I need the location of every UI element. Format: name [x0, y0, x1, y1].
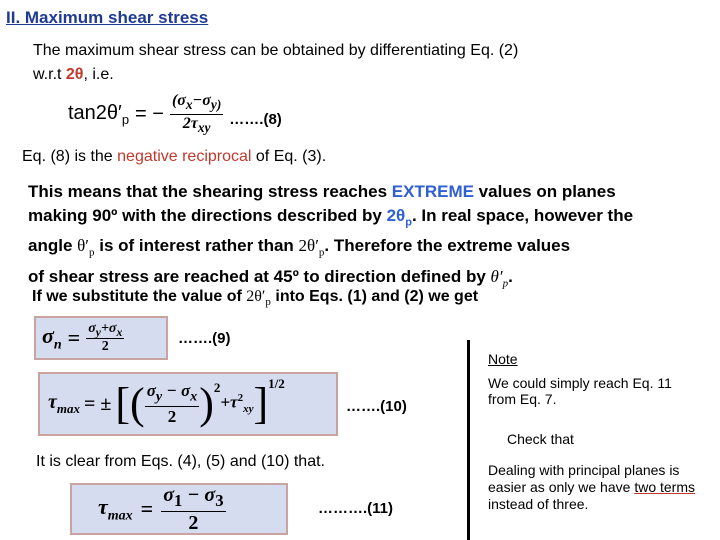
substitute-line: If we substitute the value of $2\theta'_p$ into Eqs. (1) and (2) we get: [32, 288, 479, 309]
paragraph-line-4: of shear stress are reached at 45º to direction defined by $\theta'_p$.: [28, 266, 513, 290]
vertical-divider: [467, 340, 470, 540]
intro-line-2-suffix: , i.e.: [83, 66, 114, 83]
negative-reciprocal-term: negative reciprocal: [117, 148, 252, 165]
eq11-lhs: $\tau_{max}$: [98, 493, 133, 524]
eq11-tag: ……….(11): [318, 500, 394, 517]
equation-11-box: $\tau_{max}$ = $\frac{\sigma_1 - \sigma_3}{2}$: [70, 483, 288, 535]
eq11-fraction: $\frac{\sigma_1 - \sigma_3}{2}$: [163, 483, 224, 534]
two-theta-p: $2\theta_p$: [386, 206, 412, 229]
eq10-tag: …….(10): [346, 398, 407, 415]
extreme-paragraph: [28, 180, 670, 295]
eq10-lhs: $\tau_{max}$: [48, 391, 81, 416]
eq10-right-bracket: ]: [253, 379, 269, 428]
eq8-numerator: ($\sigma_x-\sigma_{y)}$: [171, 92, 222, 113]
equation-8: [68, 92, 282, 136]
paragraph-line-3: angle $\theta'_p$ is of interest rather than $2\theta'_p$. Therefore the extreme values: [28, 236, 571, 259]
paragraph-line-1: This means that the shearing stress reaches EXTREME values on planes: [28, 182, 616, 201]
eq9-lhs: $\sigma_n$: [42, 322, 62, 353]
eq8-lhs: $\tan 2\theta'_p$: [68, 101, 130, 127]
theta-prime-p-2: $\theta'_p$: [490, 266, 509, 290]
eq8-denominator: $2\tau_{xy}$: [182, 114, 211, 135]
intro-line-2-prefix: w.r.t: [33, 66, 66, 83]
check-that: Check that: [507, 431, 574, 447]
principal-planes-note: Dealing with principal planes is easier as only we have two terms instead of three.: [488, 462, 695, 512]
eq10-left-bracket: [(: [115, 379, 145, 428]
equation-10-box: $\tau_{max}$ = ± [( $\frac{\sigma_y - \sigma_x}{2}$ ) $^2$ $+\tau^2_{xy}$ ] $^{1/2}$: [38, 372, 338, 436]
eq10-paren-close: ): [199, 379, 214, 428]
paragraph-line-2: making 90º with the directions described by $2\theta_p$. In real space, however the: [28, 206, 634, 229]
substitute-symbol: $2\theta'_p$: [246, 288, 271, 309]
eq10-tau-term: $+\tau^2_{xy}$: [220, 392, 254, 416]
note-body: We could simply reach Eq. 11 from Eq. 7.: [488, 375, 672, 407]
two-theta-prime-p: $2\theta'_p$: [298, 236, 325, 259]
two-terms: two terms: [634, 479, 695, 495]
intro-line-2: [33, 66, 114, 84]
extreme-word: EXTREME: [391, 182, 474, 201]
clear-from-line: It is clear from Eqs. (4), (5) and (10) that.: [36, 453, 325, 470]
eq9-tag: …….(9): [178, 330, 231, 347]
eq8-equals: = −: [135, 102, 164, 125]
intro-theta: 2θ: [65, 66, 84, 83]
eq8-tag: …….(8): [229, 110, 282, 128]
equation-9-box: $\sigma_n$ = $\frac{\sigma_y+\sigma_x}{2}$: [34, 316, 168, 360]
note-heading: Note: [488, 351, 518, 367]
theta-prime-p: $\theta'_p$: [77, 236, 95, 259]
eq10-fraction: $\frac{\sigma_y - \sigma_x}{2}$: [146, 381, 198, 426]
negative-reciprocal-line: Eq. (8) is the negative reciprocal of Eq. (3).: [22, 148, 327, 165]
intro-line-1: The maximum shear stress can be obtained by differentiating Eq. (2): [33, 42, 519, 59]
eq10-exponent: 1/2: [268, 376, 285, 391]
eq9-fraction: $\frac{\sigma_y+\sigma_x}{2}$: [88, 320, 123, 355]
eq8-fraction: [170, 92, 223, 135]
slide-title: II. Maximum shear stress: [6, 8, 209, 27]
